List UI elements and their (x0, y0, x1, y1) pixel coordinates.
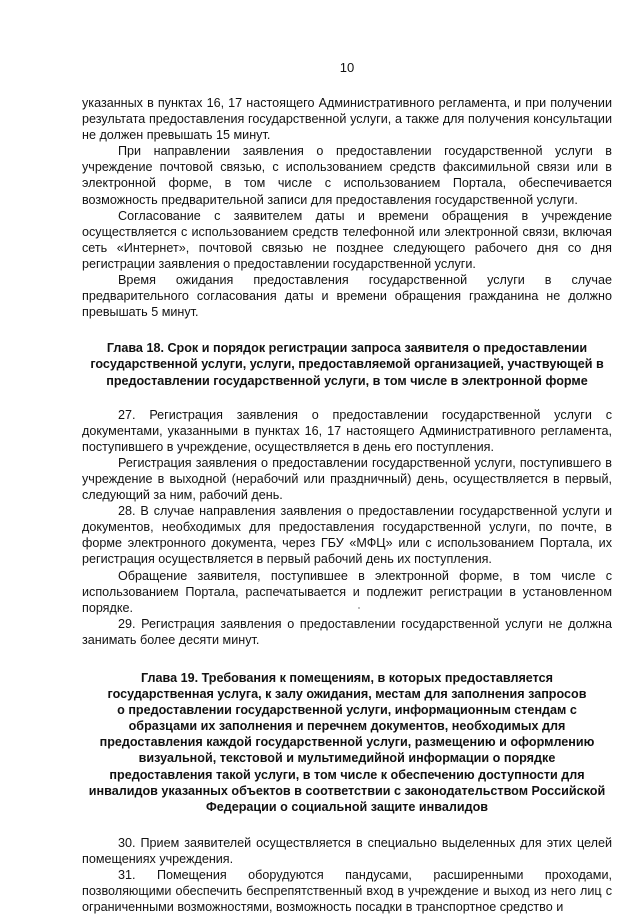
paragraph-31: 31. Помещения оборудуются пандусами, расширенными проходами, позволяющими обеспечить беспрепятственный вход в учреждение и выход из него лиц с ограниченными возможностями, возможность посадки в транспортное средство и (82, 868, 612, 915)
page-number: 10 (339, 60, 355, 75)
chapter-19-heading-line: образцами их заполнения и перечнем документов, необходимых для (128, 719, 566, 734)
chapter-19-heading-line: государственная услуга, к залу ожидания, местам для заполнения запросов (107, 687, 587, 702)
paragraph-wait-time: Время ожидания предоставления государственной услуги в случае предварительного согласования даты и времени обращения гражданина не должно превышать 5 минут. (82, 273, 612, 320)
scan-speck (358, 607, 360, 609)
paragraph-27-holiday: Регистрация заявления о предоставлении государственной услуги, поступившего в учреждение в выходной (нерабочий или праздничный) день, осуществляется в первый, следующий за ним, рабочий день. (82, 455, 612, 503)
paragraph-30: 30. Прием заявителей осуществляется в специально выделенных для этих целей помещениях учреждения. (82, 835, 612, 866)
chapter-19-heading-line: предоставления такой услуги, в том числе к обеспечению доступности для (109, 767, 585, 782)
chapter-18-heading: Глава 18. Срок и порядок регистрации запроса заявителя о предоставлении государственной услуги, услуги, предоставляемой организацией, участвующей в предоставлении государственной услуги, в том числе в электронной форме (90, 341, 604, 388)
chapter-19-heading-line: инвалидов указанных объектов в соответствии с законодательством Российской (88, 783, 606, 798)
chapter-19-heading-line: предоставления каждой государственной услуги, размещению и оформлению (99, 735, 595, 750)
chapter-19-heading-line: визуальной, текстовой и мультимедийной информации о порядке (138, 751, 556, 766)
paragraph-28: 28. В случае направления заявления о предоставлении государственной услуги и документов, необходимых для предоставления государственной услуги, по почте, в форме электронного документа, через ГБУ «МФЦ» или с использованием Портала, их регистрация осуществляется в первый рабочий день их поступления. (82, 504, 612, 567)
paragraph-prerecord: При направлении заявления о предоставлении государственной услуги в учреждение почтовой связью, с использованием средств факсимильной связи или в электронной форме, в том числе с использованием Портала, обеспечивается возможность предварительной записи для предоставления государственной услуги. (82, 144, 612, 207)
paragraph-27: 27. Регистрация заявления о предоставлении государственной услуги с документами, указанными в пунктах 16, 17 настоящего Административного регламента, поступившего в учреждение, осуществляется в день его поступления. (82, 407, 612, 454)
chapter-19-heading (82, 670, 612, 815)
paragraph-29: 29. Регистрация заявления о предоставлении государственной услуги не должна занимать более десяти минут. (82, 616, 612, 647)
chapter-19-heading-line: Федерации о социальной защите инвалидов (205, 799, 489, 814)
paragraph-continuation: указанных в пунктах 16, 17 настоящего Административного регламента, и при получении результата предоставления государственной услуги, а также для получения консультации не должен превышать 15 минут. (82, 96, 612, 143)
paragraph-date-agreement: Согласование с заявителем даты и времени обращения в учреждение осуществляется с использованием средств телефонной или электронной связи, включая сеть «Интернет», почтовой связью не позднее следующего рабочего дня со дня регистрации заявления о предоставлении государственной услуги. (82, 208, 612, 271)
chapter-19-heading-line: о предоставлении государственной услуги, информационным стендам с (117, 703, 577, 718)
chapter-19-heading-line: Глава 19. Требования к помещениям, в которых предоставляется (140, 671, 553, 685)
paragraph-28-electronic: Обращение заявителя, поступившее в электронной форме, в том числе с использованием Портала, распечатывается и подлежит регистрации в установленном порядке. (82, 568, 612, 615)
